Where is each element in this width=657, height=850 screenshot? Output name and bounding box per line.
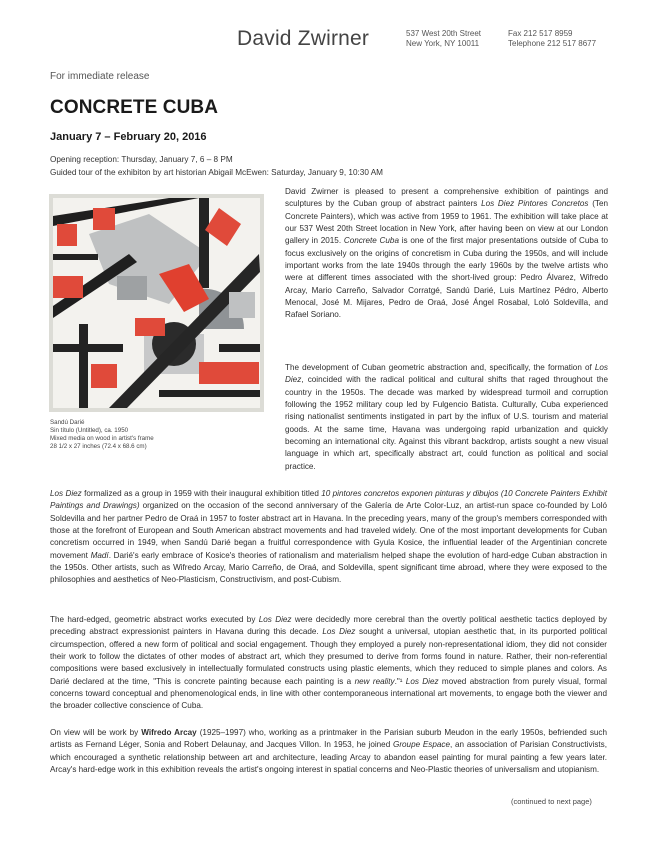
red-plane (57, 224, 77, 246)
paragraph-context: The development of Cuban geometric abstraction and, specifically, the formation of Los Diez, coincided with the radical political and cultural shifts that raged throughout the country in the 1950s. The decade was marked by widespread turmoil and corruption following the 1952 military coup led by Fulgencio Batista. Culturally, Cuba experienced rising nationalist sentiments instigated in part by the influx of U.S. tourism and material goods. At the same time, Havana was undergoing rapid urbanization and quickly becoming an international city. Against this vibrant backdrop, artists sought a new visual language in which art, specifically abstract art, could function as political and social practice. (285, 363, 608, 471)
telephone-number: Telephone 212 517 8677 (508, 39, 597, 48)
paragraph-intro: David Zwirner is pleased to present a comprehensive exhibition of paintings and sculptures by the Cuban group of abstract painters Los Diez Pintores Concretos (Ten Concrete Painters), which was active from 1959 to 1961. The exhibition will take place at our 537 West 20th Street location in New York, after having been on view at our London gallery in 2015. Concrete Cuba is one of the first major presentations outside of Cuba to focus exclusively on the origins of concretism in Cuba during the 1950s, and will include important works from the late 1940s through the early 1960s by the twelve artists who were at different times associated with the short-lived group: Pedro Álvarez, Wifredo Arcay, Mario Carreño, Salvador Corratgé, Sandú Darié, Luis Martínez Pédro, Alberto Menocal, José M. Mijares, Pedro de Oraá, José Ángel Rosabal, Loló Soldevilla, and Rafael Soriano. (285, 187, 609, 320)
gallery-phones (508, 29, 596, 49)
black-bar (79, 324, 88, 408)
caption-artist: Sandú Darié (50, 419, 85, 426)
fax-number: Fax 212 517 8959 (508, 29, 573, 38)
caption-size: 28 1/2 x 27 inches (72.4 x 68.6 cm) (50, 443, 147, 450)
exhibition-title: CONCRETE CUBA (50, 97, 219, 118)
red-plane (91, 364, 117, 388)
black-bar (199, 198, 209, 288)
exhibition-dates: January 7 – February 20, 2016 (50, 131, 207, 143)
grey-square (117, 276, 147, 300)
release-label: For immediate release (50, 71, 150, 82)
address-line: New York, NY 10011 (406, 39, 480, 48)
red-plane (135, 318, 165, 336)
black-bar (159, 390, 260, 397)
red-plane (53, 276, 83, 298)
address-line: 537 West 20th Street (406, 29, 482, 38)
continued-note: (continued to next page) (511, 797, 592, 806)
black-bar (219, 344, 260, 352)
guided-tour: Guided tour of the exhibiton by art historian Abigail McEwen: Saturday, January 9, 10:30 AM (50, 167, 383, 177)
black-bar (53, 254, 98, 260)
red-plane (199, 362, 259, 384)
gallery-address (406, 29, 481, 49)
caption-medium: Mixed media on wood in artist's frame (50, 435, 154, 442)
artwork-image (49, 194, 264, 412)
paragraph-formation: Los Diez formalized as a group in 1959 with their inaugural exhibition titled 10 pintores concretos exponen pinturas y dibujos (10 Concrete Painters Exhibit Paintings and Drawings) organized on the occasion of the second anniversary of the Galería de Arte Color-Luz, an artist-run space co-founded by Loló Soldevilla and her partner Pedro de Oraá in 1957 to foster abstract art in Havana. In the preceding years, many of the group's members corresponded with those at the forefront of European and South American abstract movements and had traveled widely. One of the most important developments for Cuban concretism occurred in 1949, when Sandú Darié began a fruitful correspondence with Gyula Kosice, the influential leader of the Argentinian concrete movement Madí. Darié's early embrace of Kosice's theories of rationalism and materialism helped shape the evolution of hard-edge Cuban abstraction in the 1950s. Other artists, such as Wifredo Arcay, Mario Carreño, de Oraá, and Soldevilla, spent significant time abroad, where they were exposed to the philosophies and aesthetics of Neo-Plasticism, Constructivism, and post-Cubism. (50, 489, 607, 585)
gallery-name: David Zwirner (237, 27, 370, 50)
grey-square (229, 292, 255, 318)
event-details (50, 154, 383, 179)
opening-reception: Opening reception: Thursday, January 7, 6 – 8 PM (50, 155, 233, 164)
black-bar (53, 344, 123, 352)
paragraph-aesthetics: The hard-edged, geometric abstract works executed by Los Diez were decidedly more cerebral than the overtly political aesthetic tactics deployed by preceding abstract expressionist painters in Havana during this decade. Los Diez sought a universal, utopian aesthetic that, in its purported political circumspection, offered a new form of political and social engagement. Though they employed a purely non-representational idiom, they did not consider their work to follow the dictates of other modes of abstract art, which they presumed to derive from forms found in nature. Rather, their non-referential compositions were based exclusively in intellectually formulated constructs using plastic elements, which they reduced to simple planes and colors. As Darié declared at the time, "This is concrete painting because each painting is a new reality."¹ Los Diez moved abstraction from purely visual, formal concerns toward conceptual and phenomenological ends, in line with other contemporaneous international art movements, to engage both the viewer and the broader collective conscience of Cuba. (50, 615, 607, 711)
paragraph-arcay: On view will be work by Wifredo Arcay (1925–1997) who, working as a printmaker in the Parisian suburb Meudon in the early 1950s, befriended such artists as Fernand Léger, Sonia and Robert Delaunay, and Jacques Villon. In 1953, he joined Groupe Espace, an association of Parisian Constructivists, which encouraged a synthetic relationship between art and architecture, leading Arcay to abandon easel painting for mural painting a few years later. Arcay's hard-edge work in this exhibition reveals the artist's ongoing interest in spatial concerns and Neo-Plastic theories of universalism and utopianism. (50, 728, 607, 775)
red-plane (93, 208, 115, 230)
artwork-caption (50, 419, 154, 451)
caption-work: Sin título (Untitled), ca. 1950 (50, 427, 129, 434)
